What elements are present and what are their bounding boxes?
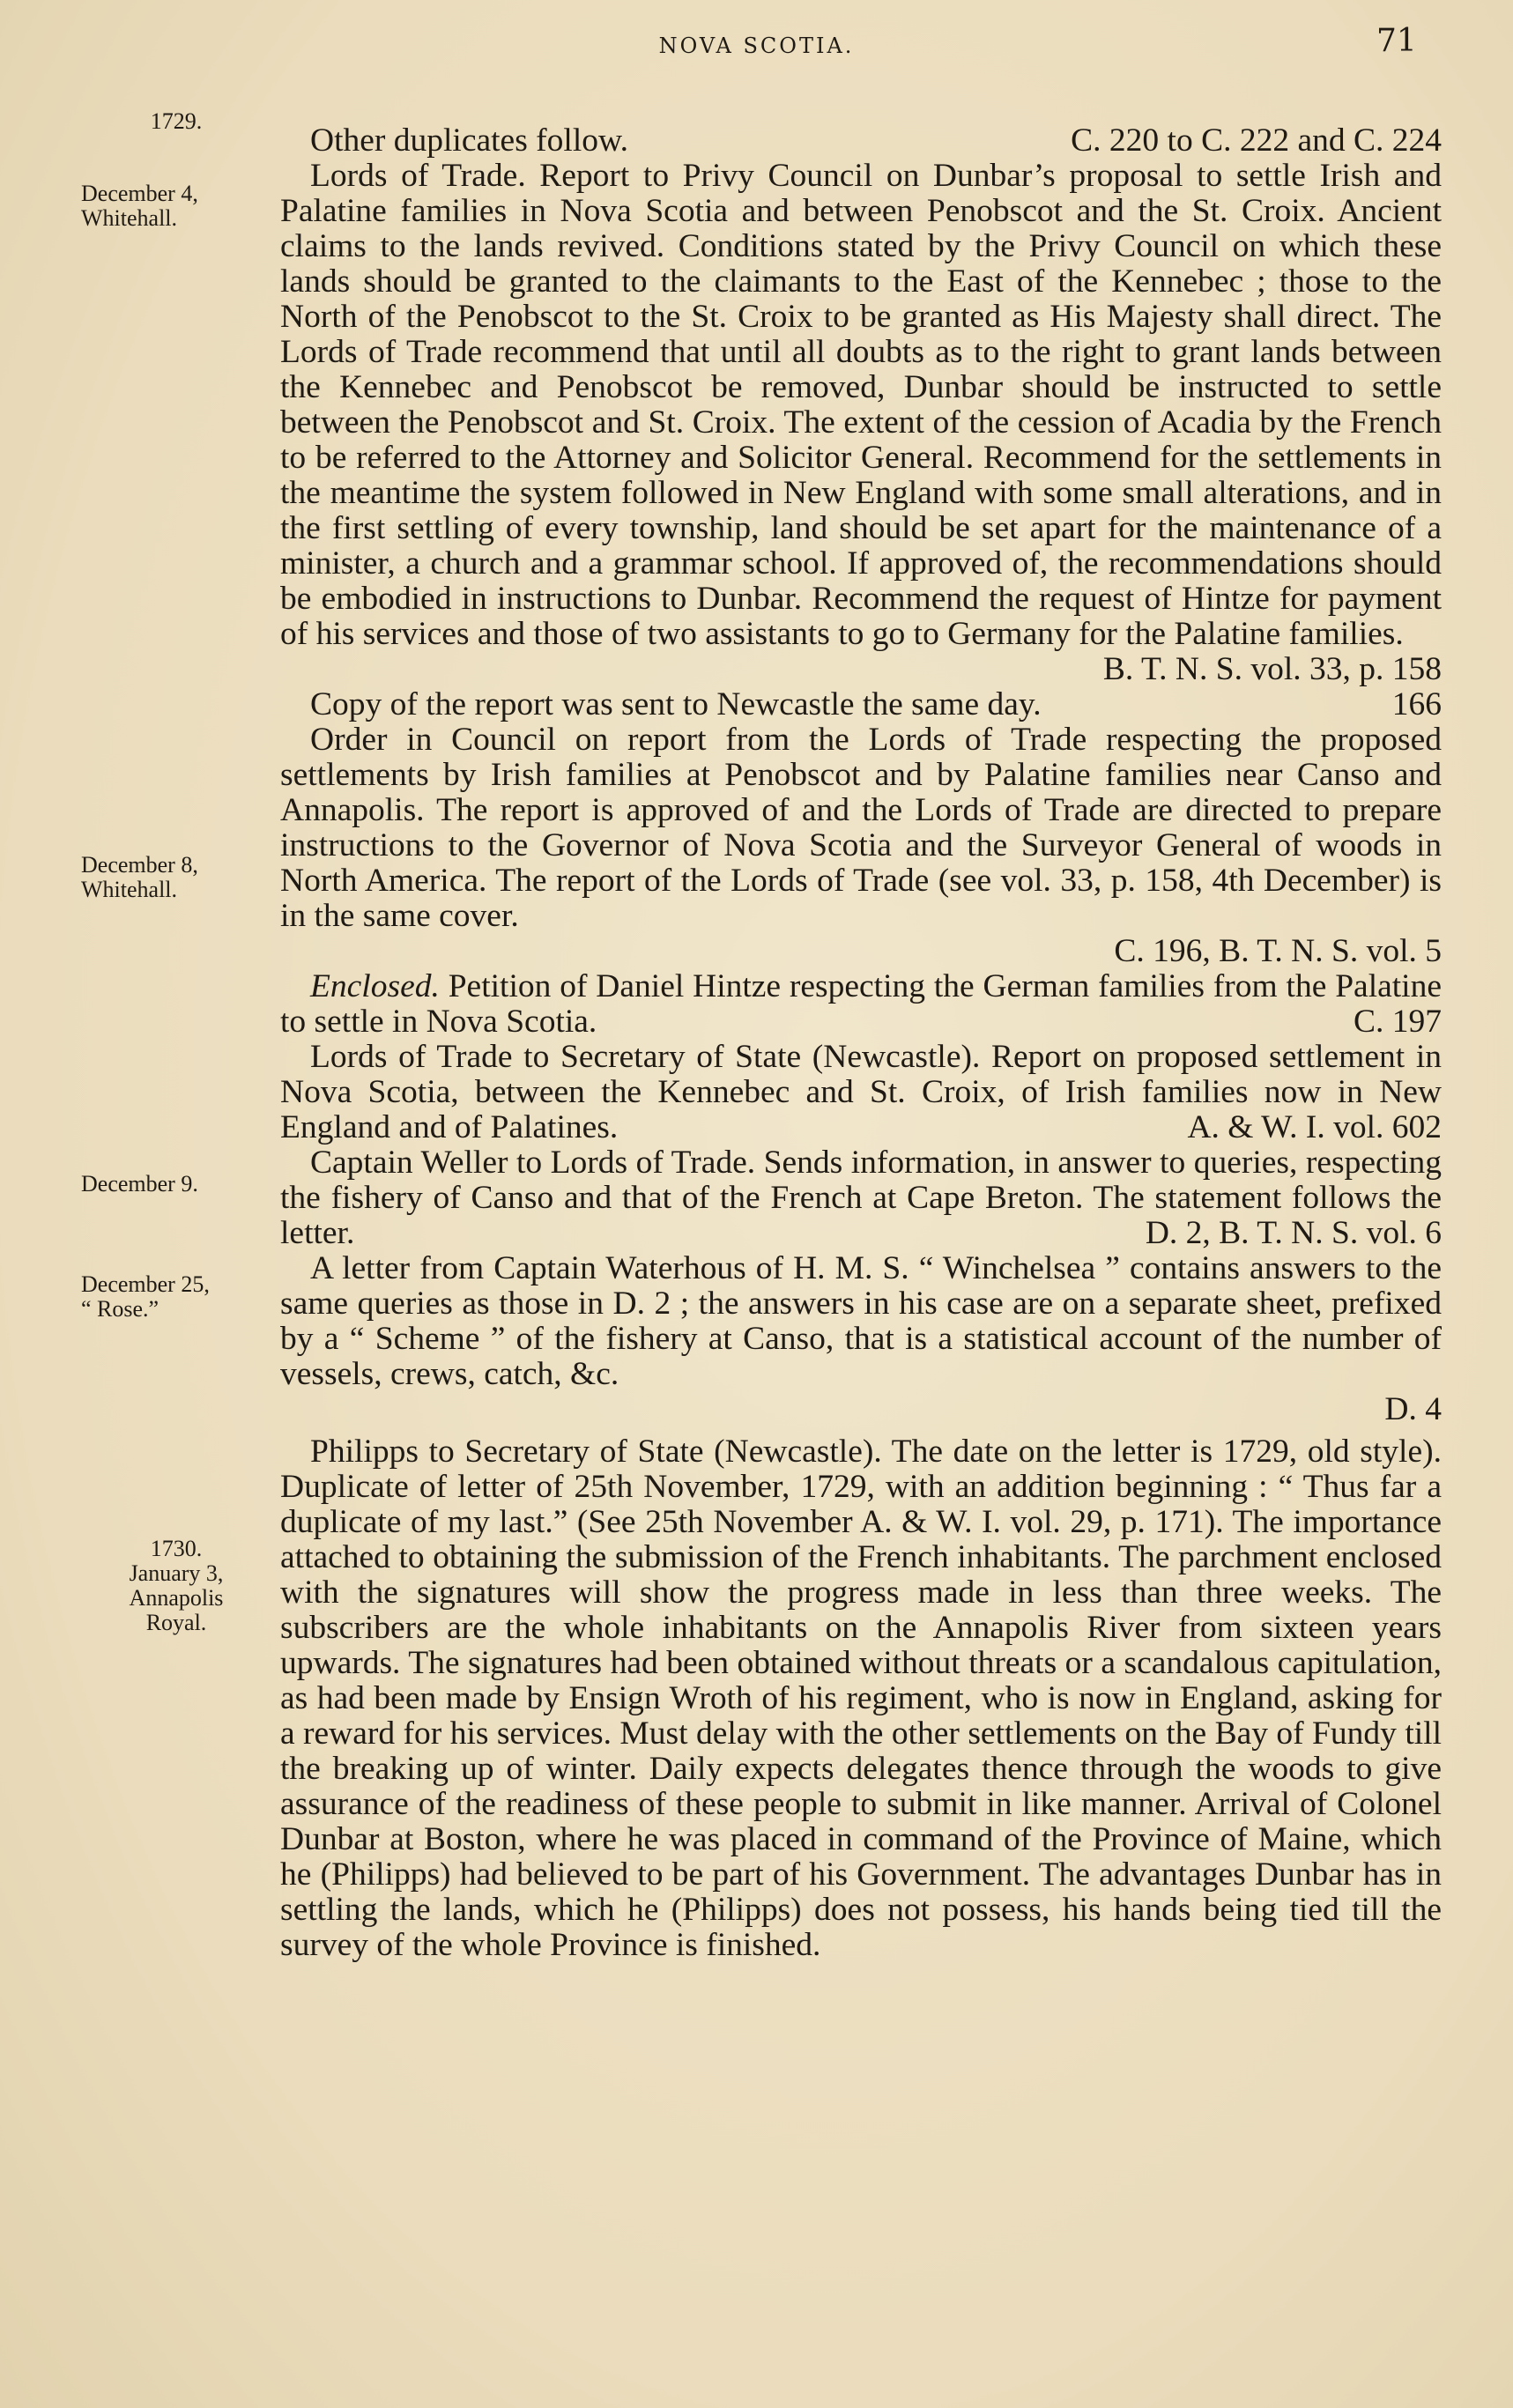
entry-dec25-text: Captain Weller to Lords of Trade. Sends information, in answer to queries, respecting the fishery of Canso and that of the French at Cape Breton. The statement follows the letter. [280, 1145, 1442, 1251]
entry-dec8: Order in Council on report from the Lords of Trade respecting the proposed settlements by Irish families at Penobscot and by Palatine families near Canso and Annapolis. The report is approved of and the Lords of Trade are directed to prepare instructions to the Governor of Nova Scotia and the Surveyor General of woods in North America. The report of the Lords of Trade (see vol. 33, p. 158, 4th December) is in the same cover. [280, 722, 1442, 934]
entry-enclosed-text: Petition of Daniel Hintze respecting the German families from the Palatine to settle in Nova Scotia. [280, 968, 1442, 1040]
running-head: NOVA SCOTIA. [658, 33, 855, 58]
entry-dec9 [280, 1040, 1442, 1145]
margin-year-1730: 1730. [150, 1536, 203, 1561]
entry-copy-ref: 166 [1391, 686, 1442, 722]
margin-jan3 [88, 1537, 264, 1635]
margin-dec8-date: December 8, [81, 852, 198, 878]
margin-dec9: December 9. [81, 1171, 198, 1197]
entry-dec25-ref: D. 2, B. T. N. S. vol. 6 [1145, 1215, 1442, 1251]
margin-jan3-place2: Royal. [145, 1610, 207, 1635]
margin-dec4-date: December 4, [81, 181, 198, 206]
entry-dec9-ref: A. & W. I. vol. 602 [1187, 1109, 1442, 1145]
entry-dec8-ref: C. 196, B. T. N. S. vol. 5 [1114, 933, 1442, 969]
margin-dec4-place: Whitehall. [81, 205, 178, 231]
entry-duplicates [280, 123, 1442, 159]
page-number: 71 [1376, 23, 1417, 59]
margin-year-1729: 1729. [150, 108, 203, 134]
margin-dec8 [81, 853, 275, 902]
margin-jan3-date: January 3, [129, 1560, 224, 1586]
margin-dec4 [81, 182, 275, 231]
entry-waterhous-ref: D. 4 [1384, 1391, 1442, 1427]
entry-dec4: Lords of Trade. Report to Privy Council on Dunbar’s proposal to settle Irish and Palatine families in Nova Scotia and between Penobscot and the St. Croix. Ancient claims to the lands revived. Conditions stated by the Privy Council on which these lands should be granted to the claimants to the East of the Kennebec ; those to the North of the Penobscot to the St. Croix to be granted as His Majesty shall direct. The Lords of Trade recommend that until all doubts as to the right to grant lands between the Kennebec and Penobscot be removed, Dunbar should be instructed to settle between the Penobscot and St. Croix. The extent of the cession of Acadia by the French to be referred to the Attorney and Solicitor General. Recommend for the settlements in the meantime the system followed in New England with some small alterations, and in the first settling of every township, land should be set apart for the maintenance of a minister, a church and a grammar school. If approved of, the recommendations should be embodied in instructions to Dunbar. Recommend the request of Hintze for payment of his services and those of two assistants to go to Germany for the Palatine families. [280, 158, 1442, 652]
entry-enclosed-ref: C. 197 [1353, 1004, 1442, 1040]
margin-dec25-place: “ Rose.” [81, 1296, 159, 1322]
body-text [280, 123, 1442, 1963]
entry-dec25 [280, 1145, 1442, 1251]
margin-dec25-date: December 25, [81, 1271, 210, 1297]
entry-enclosed-label: Enclosed. [310, 968, 440, 1004]
entry-waterhous: A letter from Captain Waterhous of H. M. S. “ Winchelsea ” contains answers to the same queries as those in D. 2 ; the answers in his case are on a separate sheet, prefixed by a “ Scheme ” of the fishery at Canso, that is a statistical account of the number of vessels, crews, catch, &c. [280, 1250, 1442, 1392]
entry-copy [280, 687, 1442, 722]
entry-dec4-ref: B. T. N. S. vol. 33, p. 158 [1102, 651, 1442, 687]
entry-copy-text: Copy of the report was sent to Newcastle the same day. [310, 686, 1042, 722]
margin-dec8-place: Whitehall. [81, 877, 178, 902]
entry-enclosed [280, 969, 1442, 1040]
entry-dec9-text: Lords of Trade to Secretary of State (Newcastle). Report on proposed settlement in Nova Scotia, between the Kennebec and St. Croix, of Irish families now in New England and of Palatines. [280, 1039, 1442, 1145]
entry-jan3: Philipps to Secretary of State (Newcastle). The date on the letter is 1729, old style). Duplicate of letter of 25th November, 1729, with an addition beginning : “ Thus far a duplicate of my last.” (See 25th November A. & W. I. vol. 29, p. 171). The importance attached to obtaining the submission of the French inhabitants. The parchment enclosed with the signatures will show the progress made in less than three weeks. The subscribers are the whole inhabitants on the Annapolis River from sixteen years upwards. The signatures had been obtained without threats or a scandalous capitulation, as had been made by Ensign Wroth of his regiment, who is now in England, asking for a reward for his services. Must delay with the other settlements on the Bay of Fundy till the breaking up of winter. Daily expects delegates thence through the woods to give assurance of the readiness of these people to submit in like manner. Arrival of Colonel Dunbar at Boston, where he was placed in command of the Province of Maine, which he (Philipps) had believed to be part of his Government. The advantages Dunbar has in settling the lands, which he (Philipps) does not possess, his hands being tied till the survey of the whole Province is finished. [280, 1434, 1442, 1963]
margin-jan3-place1: Annapolis [129, 1585, 224, 1611]
entry-duplicates-ref: C. 220 to C. 222 and C. 224 [1071, 122, 1442, 159]
margin-dec25 [81, 1272, 275, 1322]
entry-duplicates-text: Other duplicates follow. [310, 122, 629, 159]
